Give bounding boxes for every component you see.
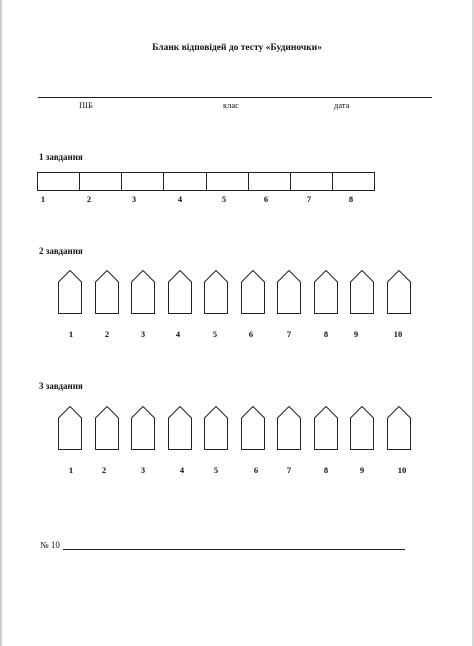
task1-label: 1 завдання [39,152,83,162]
task1-number: 2 [86,194,92,204]
task2-house-3[interactable] [130,269,156,315]
class-label: клас [223,100,239,110]
footer-line[interactable] [63,549,405,550]
task3-number: 1 [68,465,74,475]
task3-number: 7 [286,465,292,475]
task2-number: 3 [140,329,146,339]
task2-number: 7 [286,329,292,339]
task3-house-3[interactable] [130,405,156,451]
footer-label: № 10 [40,540,60,550]
task2-house-2[interactable] [94,269,120,315]
task3-label: 3 завдання [39,381,83,391]
task3-house-1[interactable] [57,405,83,451]
answer-cell-7[interactable] [291,173,333,190]
answer-cell-6[interactable] [249,173,291,190]
task3-number: 10 [397,465,407,475]
task3-number: 5 [213,465,219,475]
page-title: Бланк відповідей до тесту «Будиночки» [152,43,322,53]
task3-number: 6 [253,465,259,475]
answer-cell-4[interactable] [164,173,206,190]
task3-number: 3 [140,465,146,475]
task2-house-8[interactable] [313,269,339,315]
task3-house-2[interactable] [94,405,120,451]
task2-house-7[interactable] [276,269,302,315]
answer-cell-8[interactable] [333,173,374,190]
answer-cell-1[interactable] [38,173,80,190]
task2-house-6[interactable] [240,269,266,315]
task1-number: 1 [40,194,46,204]
task2-number: 4 [175,329,181,339]
task1-number: 3 [131,194,137,204]
task2-house-4[interactable] [167,269,193,315]
answer-cell-3[interactable] [122,173,164,190]
task1-number: 4 [177,194,183,204]
task2-number: 5 [212,329,218,339]
task3-house-4[interactable] [167,405,193,451]
task1-number: 5 [221,194,227,204]
task3-number: 2 [101,465,107,475]
task3-house-9[interactable] [349,405,375,451]
task3-house-6[interactable] [240,405,266,451]
answer-cell-5[interactable] [207,173,249,190]
task2-number: 2 [104,329,110,339]
task1-number: 6 [263,194,269,204]
answer-cell-2[interactable] [80,173,122,190]
name-line[interactable] [38,97,432,98]
task2-house-10[interactable] [386,269,412,315]
task2-number: 1 [68,329,74,339]
task3-number: 4 [179,465,185,475]
task1-number: 8 [348,194,354,204]
task2-number: 6 [248,329,254,339]
task1-number: 7 [306,194,312,204]
page-left-edge [0,0,2,646]
task2-number: 8 [323,329,329,339]
task2-number: 10 [393,329,403,339]
task3-house-8[interactable] [313,405,339,451]
task3-number: 9 [359,465,365,475]
task3-house-10[interactable] [386,405,412,451]
task3-number: 8 [323,465,329,475]
name-label: ПІБ [79,100,93,110]
task2-label: 2 завдання [39,246,83,256]
task2-number: 9 [353,329,359,339]
task2-house-9[interactable] [349,269,375,315]
task2-house-1[interactable] [57,269,83,315]
task2-house-5[interactable] [203,269,229,315]
task3-house-7[interactable] [276,405,302,451]
task1-answer-grid [37,172,375,191]
date-label: дата [334,100,350,110]
task3-house-5[interactable] [203,405,229,451]
